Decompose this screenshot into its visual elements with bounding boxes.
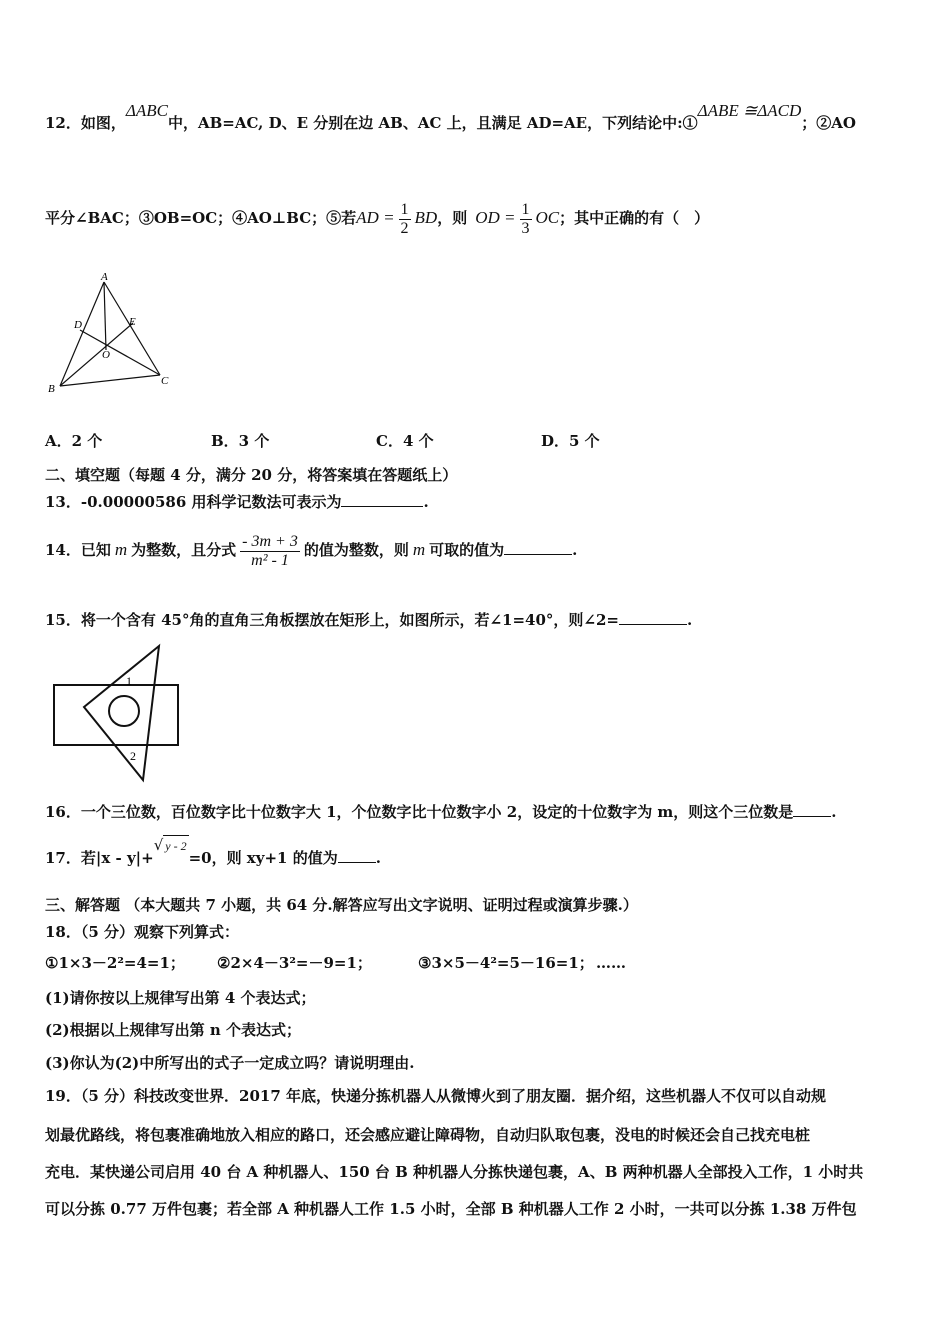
q12-option-b: B．3 个 [211, 432, 270, 450]
q12-line2-end: ；其中正确的有（ ） [559, 209, 710, 227]
q16 [45, 802, 837, 822]
q13-blank [341, 506, 423, 507]
q12-frac-third: $\frac{1}{3}$ [521, 200, 530, 237]
q12-prefix: 12．如图， [45, 114, 126, 132]
q16-text: 16．一个三位数，百位数字比十位数字大 1，个位数字比十位数字小 2，设定的十位数字为 m，则这个三位数是 [45, 803, 794, 821]
q14-dot: . [572, 541, 578, 559]
q15-blank [619, 624, 687, 625]
q14-mid: 为整数，且分式 [131, 541, 237, 559]
q18-sub-2: (2)根据以上规律写出第 n 个表达式； [45, 1021, 301, 1039]
q13 [45, 492, 429, 512]
q18-formula-2: ②2×4－3²=－9=1； [217, 954, 372, 972]
q17-suffix: =0，则 xy+1 的值为 [188, 849, 338, 867]
q12-text-a: 中，AB=AC, D、E 分别在边 AB、AC 上，且满足 AD=AE，下列结论中:① [167, 114, 698, 132]
q12-line2 [45, 196, 709, 240]
q19-line-3: 充电．某快递公司启用 40 台 A 种机器人、150 台 B 种机器人分拣快递包裹，A、B 两种机器人全部投入工作，1 小时共 [45, 1163, 864, 1181]
section2-heading: 二、填空题（每题 4 分，满分 20 分，将答案填在答题纸上） [45, 466, 458, 484]
q17-blank [338, 862, 376, 863]
q12-then: ，则 [437, 209, 468, 227]
q15-angle1-label: 1 [126, 674, 132, 688]
q14-blank [504, 554, 572, 555]
q12-triangle-figure [40, 268, 190, 398]
q17-prefix: 17．若|x - y|+ [45, 849, 154, 867]
q15-text: 15．将一个含有 45°角的直角三角板摆放在矩形上，如图所示，若∠1=40°，则∠2= [45, 611, 619, 629]
q16-end: . [831, 803, 837, 821]
q15 [45, 610, 692, 630]
q15-angle2-label: 2 [130, 749, 136, 763]
q12-option-d: D．5 个 [541, 432, 600, 450]
q12-label-d: D [74, 319, 82, 331]
q14 [45, 528, 577, 572]
q12-bd: BD [414, 208, 438, 227]
q18-formula-3: ③3×5－4²=5－16=1； [418, 954, 594, 972]
q12-triangle-abc: ΔABC [125, 101, 168, 120]
q14-m2: m [412, 540, 426, 559]
q14-end: 可取的值为 [429, 541, 505, 559]
q18-ellipsis: …… [596, 954, 626, 972]
q14-prefix: 14．已知 [45, 541, 111, 559]
q12-text-b: ；②AO [801, 114, 856, 132]
q12-congruence: ΔABE ≅ΔACD [697, 101, 802, 120]
q14-after: 的值为整数，则 [303, 541, 409, 559]
q12-od-eq: OD = [475, 208, 516, 227]
section3-heading: 三、解答题 （本大题共 7 小题，共 64 分.解答应写出文字说明、证明过程或演算步骤.） [45, 896, 638, 914]
q18-title: 18．（5 分）观察下列算式： [45, 923, 240, 941]
q17-end: . [375, 849, 381, 867]
q12-ad-eq: AD = [356, 208, 395, 227]
q18-sub-1: (1)请你按以上规律写出第 4 个表达式； [45, 989, 316, 1007]
q14-fraction: $\frac{- 3m + 3}{\text{m² - 1}}$ [242, 532, 298, 569]
q19-line-1: 19．（5 分）科技改变世界．2017 年底，快递分拣机器人从微博火到了朋友圈．据介绍，这些机器人不仅可以自动规 [45, 1087, 827, 1105]
q15-figure [48, 640, 188, 785]
q13-end: . [423, 493, 429, 511]
q12-line2-a: 平分∠BAC；③OB=OC；④AO⊥BC；⑤若 [45, 209, 357, 227]
q17-sqrt: √ y - 2 [153, 836, 187, 854]
q12-label-o: O [102, 349, 110, 361]
q12-option-c: C．4 个 [376, 432, 434, 450]
q19-line-4: 可以分拣 0.77 万件包裹；若全部 A 种机器人工作 1.5 小时，全部 B 种机器人工作 2 小时，一共可以分拣 1.38 万件包 [45, 1200, 857, 1218]
q12-option-a: A．2 个 [45, 432, 103, 450]
q12-oc: OC [535, 208, 560, 227]
q17 [45, 836, 381, 869]
q15-end: . [687, 611, 693, 629]
q12-label-c: C [161, 375, 169, 387]
q18-formula-1: ①1×3－2²=4=1； [45, 954, 185, 972]
q19-line-2: 划最优路线，将包裹准确地放入相应的路口，还会感应避让障碍物，自动归队取包裹，没电的时候还会自己找充电桩 [45, 1126, 811, 1144]
q12-label-a: A [101, 271, 108, 283]
q12-label-e: E [129, 316, 136, 328]
q18-sub-3: (3)你认为(2)中所写出的式子一定成立吗？请说明理由. [45, 1054, 415, 1072]
q13-text: 13．-0.00000586 用科学记数法可表示为 [45, 493, 342, 511]
q12-label-b: B [48, 383, 55, 395]
q12-line1 [45, 101, 856, 133]
q12-frac-half: $\frac{1}{2}$ [400, 200, 409, 237]
q16-blank [793, 816, 831, 817]
q14-m1: m [114, 540, 128, 559]
